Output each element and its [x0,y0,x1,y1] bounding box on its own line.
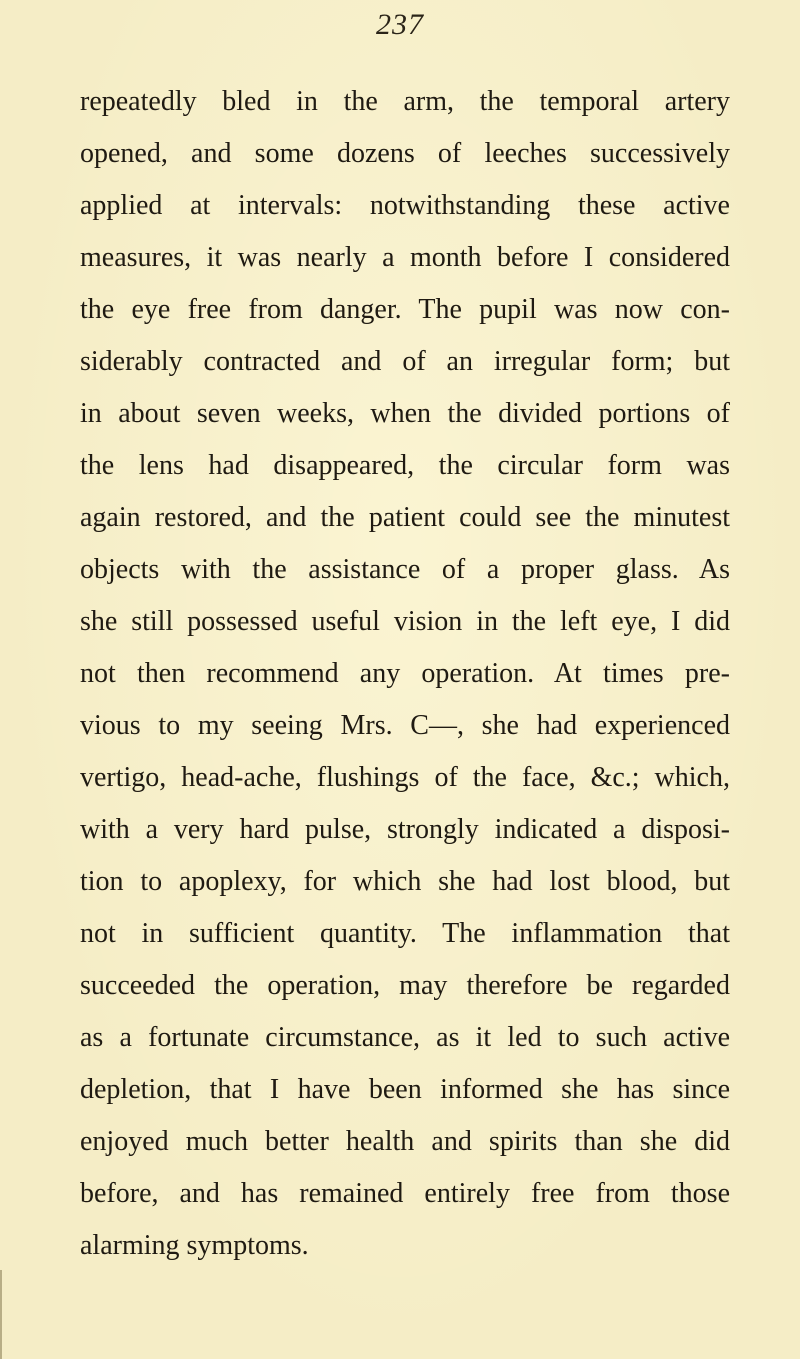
text-line: tion to apoplexy, for which she had lost blood, but [80,866,730,897]
text-line: she still possessed useful vision in the left eye, I did [80,606,730,637]
text-line: opened, and some dozens of leeches successively [80,138,730,169]
text-line: vious to my seeing Mrs. C—, she had experienced [80,710,730,741]
text-line: before, and has remained entirely free from those [80,1178,730,1209]
text-line: applied at intervals: notwithstanding these active [80,190,730,221]
text-line: again restored, and the patient could see the minutest [80,502,730,533]
text-line: siderably contracted and of an irregular form; but [80,346,730,377]
text-line: in about seven weeks, when the divided portions of [80,398,730,429]
text-line: as a fortunate circumstance, as it led to such active [80,1022,730,1053]
page-edge-shadow [0,1270,2,1359]
text-line: measures, it was nearly a month before I considered [80,242,730,273]
text-line: not in sufficient quantity. The inflammation that [80,918,730,949]
text-line: repeatedly bled in the arm, the temporal artery [80,86,730,117]
text-line: objects with the assistance of a proper glass. As [80,554,730,585]
text-line: with a very hard pulse, strongly indicated a disposi- [80,814,730,845]
text-line: vertigo, head-ache, flushings of the face, &c.; which, [80,762,730,793]
page-number: 237 [376,8,424,41]
text-line: the lens had disappeared, the circular form was [80,450,730,481]
text-line: not then recommend any operation. At times pre- [80,658,730,689]
text-line: depletion, that I have been informed she has since [80,1074,730,1105]
text-line: alarming symptoms. [80,1230,309,1261]
text-line: the eye free from danger. The pupil was now con- [80,294,730,325]
text-line: succeeded the operation, may therefore be regarded [80,970,730,1001]
text-line: enjoyed much better health and spirits than she did [80,1126,730,1157]
